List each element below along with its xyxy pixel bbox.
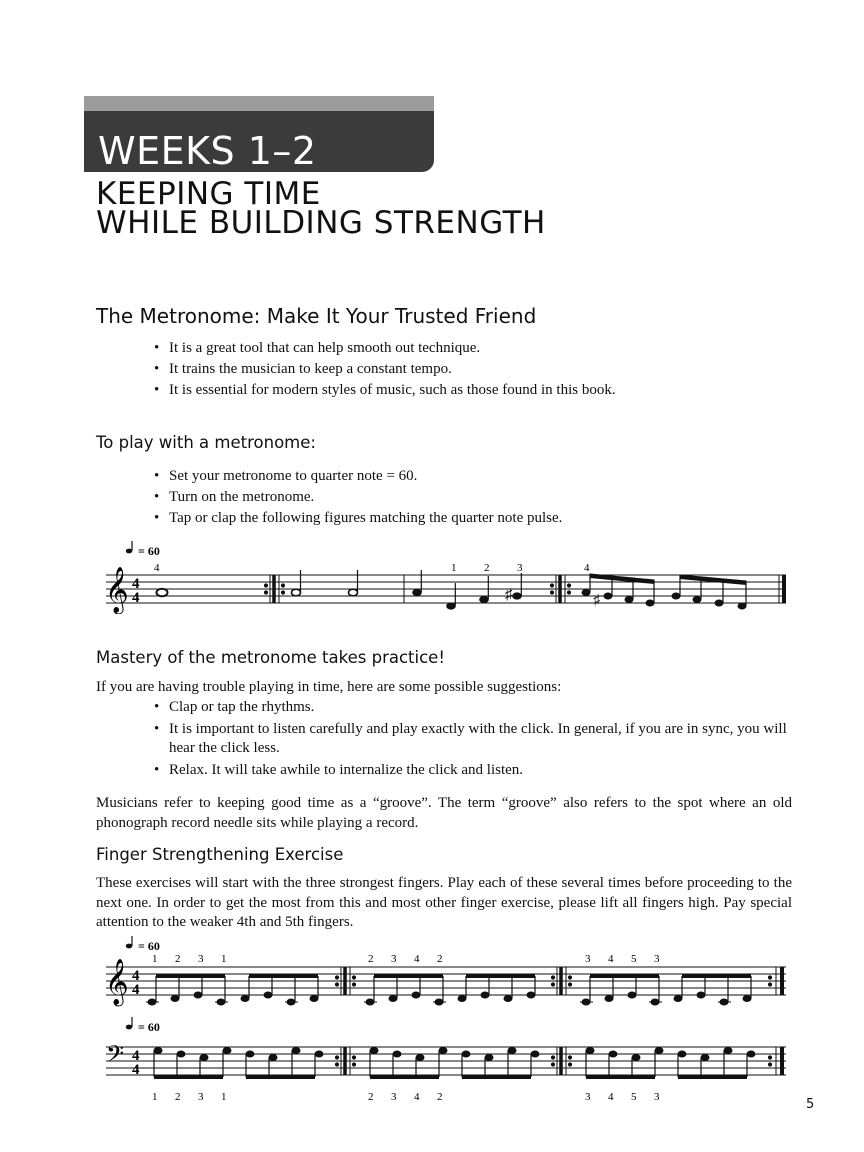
chapter-title <box>96 176 546 241</box>
mastery-bullet: • Relax. It will take awhile to internalize the click and listen. <box>154 761 794 781</box>
fingering-label: 1 <box>152 1091 158 1103</box>
fingering-label: 3 <box>585 953 591 965</box>
page-number: 5 <box>806 1097 815 1112</box>
fingering-label: 3 <box>198 953 204 965</box>
count-label: 2 <box>484 562 490 574</box>
metronome-heading: The Metronome: Make It Your Trusted Friend <box>96 304 537 328</box>
play-with-bullet: • Turn on the metronome. <box>154 487 794 508</box>
fingering-label: 2 <box>368 953 374 965</box>
fingering-label: 5 <box>631 953 637 965</box>
tempo-marking <box>126 1017 160 1034</box>
time-signature-bottom: 4 <box>132 982 140 998</box>
fingering-label: 1 <box>221 1091 227 1103</box>
repeat-dot <box>281 591 284 594</box>
tempo-label: = 60 <box>138 939 160 953</box>
fingering-label: 3 <box>198 1091 204 1103</box>
quarter-note <box>513 593 522 599</box>
treble-clef-icon: 𝄞 <box>105 567 129 612</box>
bass-clef-icon: 𝄢 <box>106 1042 125 1073</box>
eighth-note <box>738 603 746 609</box>
time-signature-bottom: 4 <box>132 590 140 606</box>
fingering-label: 2 <box>437 953 443 965</box>
chapter-title-line2: WHILE BUILDING STRENGTH <box>96 205 546 241</box>
sharp-icon: ♯ <box>505 587 513 603</box>
chapter-tab-stripe <box>84 96 434 111</box>
chapter-title-line1: KEEPING TIME <box>96 176 321 212</box>
eighth-note <box>646 600 654 606</box>
fingering-label: 4 <box>608 1091 614 1103</box>
fingering-label: 4 <box>608 953 614 965</box>
rhythm-example-staff <box>96 540 796 614</box>
fingering-label: 3 <box>654 1091 660 1103</box>
quarter-note <box>413 589 422 595</box>
chapter-tab <box>84 96 434 172</box>
half-note <box>349 589 358 596</box>
play-with-bullet: • Tap or clap the following figures matching the quarter note pulse. <box>154 508 794 529</box>
fingerings <box>152 953 660 965</box>
groove-paragraph: Musicians refer to keeping good time as a “groove”. The term “groove” also refers to the spot where an old phonograph record needle sits while playing a record. <box>96 795 792 831</box>
mastery-bullet: • Clap or tap the rhythms. <box>154 698 794 718</box>
repeat-dot <box>550 584 553 587</box>
mastery-bullet: • It is important to listen carefully and play exactly with the click. In general, if you are in sync, you will hear the click less. <box>154 720 794 759</box>
play-with-heading: To play with a metronome: <box>96 433 316 452</box>
count-label: 4 <box>584 562 590 574</box>
count-label: 3 <box>517 562 523 574</box>
mastery-intro: If you are having trouble playing in time, here are some possible suggestions: <box>96 679 562 695</box>
tempo-marking <box>126 936 160 953</box>
play-with-bullet: • Set your metronome to quarter note = 60. <box>154 466 794 487</box>
repeat-dot <box>567 591 570 594</box>
fingering-label: 4 <box>414 953 420 965</box>
fingering-label: 3 <box>391 953 397 965</box>
tempo-marking <box>126 541 160 558</box>
finger-heading: Finger Strengthening Exercise <box>96 845 344 864</box>
finger-paragraph: These exercises will start with the three strongest fingers. Play each of these several times before proceeding to the next one. In order to get the most from this and most other finger exercise, please lift all fingers high. Pay special attention to the weaker 4th and 5th fingers. <box>96 875 792 930</box>
eighth-note <box>582 590 590 596</box>
repeat-dot <box>550 591 553 594</box>
eighth-note <box>715 600 723 606</box>
metronome-bullet-list <box>154 338 794 401</box>
staff-lines <box>106 967 786 995</box>
bass-notes <box>154 1047 782 1079</box>
time-signature-top: 4 <box>132 1048 140 1064</box>
mastery-heading: Mastery of the metronome takes practice! <box>96 648 445 667</box>
eighth-note <box>604 593 612 599</box>
fingering-label: 3 <box>391 1091 397 1103</box>
metronome-bullet: • It is essential for modern styles of music, such as those found in this book. <box>154 380 794 401</box>
repeat-dot <box>567 584 570 587</box>
fingering-label: 2 <box>437 1091 443 1103</box>
mastery-bullet-list <box>154 698 794 780</box>
treble-notes <box>146 967 782 1005</box>
half-note <box>292 589 301 596</box>
chapter-tab-title: WEEKS 1–2 <box>98 129 317 173</box>
fingering-label: 2 <box>175 953 181 965</box>
play-with-bullet-list <box>154 466 794 529</box>
fingering-label: 3 <box>654 953 660 965</box>
fingering-label: 5 <box>631 1091 637 1103</box>
count-label: 1 <box>451 562 457 574</box>
fingering-label: 2 <box>175 1091 181 1103</box>
time-signature-top: 4 <box>132 576 140 592</box>
treble-clef-icon: 𝄞 <box>105 959 129 1004</box>
treble-finger-exercise-staff <box>96 934 796 1014</box>
bass-finger-exercise-staff <box>96 1016 796 1106</box>
metronome-bullet: • It is a great tool that can help smooth out technique. <box>154 338 794 359</box>
repeat-dot <box>264 591 267 594</box>
time-signature-top: 4 <box>132 968 140 984</box>
beam <box>680 575 746 585</box>
fingering-label: 2 <box>368 1091 374 1103</box>
fingering-label: 1 <box>221 953 227 965</box>
repeat-dot <box>281 584 284 587</box>
fingerings <box>152 1091 660 1103</box>
eighth-note <box>625 597 633 603</box>
tempo-label: = 60 <box>138 1020 160 1034</box>
whole-note <box>157 589 168 597</box>
tempo-label: = 60 <box>138 544 160 558</box>
eighth-note <box>693 597 701 603</box>
count-label: 4 <box>154 562 160 574</box>
fingering-label: 1 <box>152 953 158 965</box>
chapter-tab-body <box>84 111 434 172</box>
fingering-label: 4 <box>414 1091 420 1103</box>
time-signature-bottom: 4 <box>132 1062 140 1078</box>
quarter-note <box>480 596 489 602</box>
counts <box>154 562 590 574</box>
quarter-note <box>447 603 456 609</box>
eighth-note <box>672 593 680 599</box>
metronome-bullet: • It trains the musician to keep a constant tempo. <box>154 359 794 380</box>
sharp-icon: ♯ <box>593 593 600 608</box>
repeat-dot <box>264 584 267 587</box>
fingering-label: 3 <box>585 1091 591 1103</box>
